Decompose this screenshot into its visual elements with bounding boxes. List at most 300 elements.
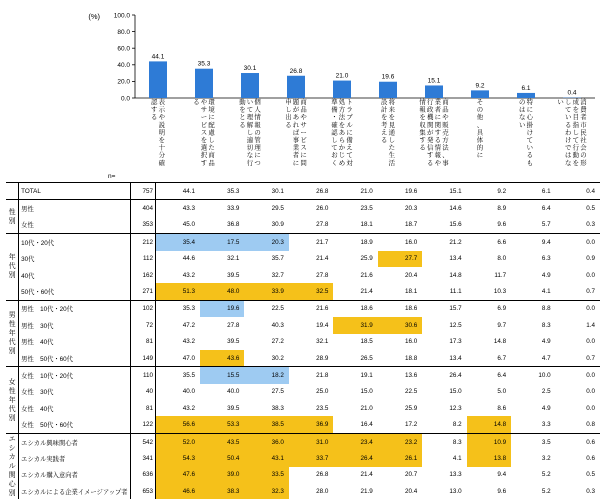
category-char: に	[208, 114, 215, 122]
table-cell: 6.4	[467, 367, 511, 384]
category-char: 、	[442, 152, 449, 160]
category-char: 者	[292, 152, 300, 160]
bar-value-label: 35.3	[197, 60, 211, 68]
table-cell: 11.1	[449, 288, 462, 296]
table-row	[6, 450, 600, 466]
category-char: ビ	[300, 137, 307, 144]
table-cell: 17.5	[200, 234, 244, 251]
category-char: 市	[580, 121, 587, 129]
category-char: や	[442, 114, 449, 122]
row-label: 男性 40代	[19, 334, 130, 350]
category-label	[151, 97, 166, 167]
category-char: て	[246, 106, 254, 114]
y-tick-label: 40.0	[117, 62, 130, 70]
category-char: つ	[254, 159, 261, 167]
category-char: 集	[419, 129, 426, 137]
table-cell: 9.2	[467, 183, 511, 200]
table-cell: 32.1	[227, 255, 240, 263]
row-n: 102	[130, 300, 155, 317]
category-char: を	[388, 114, 395, 122]
table-cell: 22.5	[404, 388, 418, 396]
category-char: 準	[331, 99, 338, 106]
table-cell: 20.7	[404, 471, 418, 479]
category-char: 品	[208, 159, 215, 167]
category-char: 問	[300, 159, 307, 167]
y-tick-label: 20.0	[117, 78, 130, 86]
category-char: 関	[427, 121, 434, 129]
category-char: は	[519, 106, 526, 114]
table-cell: 6.3	[541, 255, 551, 263]
bar	[425, 85, 443, 98]
table-cell: 23.4	[333, 433, 377, 450]
category-char: 政	[427, 106, 434, 114]
table-cell: 21.9	[360, 487, 373, 495]
category-char: 個	[254, 99, 261, 106]
category-char: 心	[526, 114, 533, 122]
category-char: 法	[442, 144, 449, 152]
category-char: 慮	[208, 129, 215, 137]
bar-chart	[0, 0, 600, 182]
table-cell: 21.0	[360, 404, 373, 412]
category-char: し	[285, 106, 292, 114]
table-cell: 14.6	[422, 200, 466, 217]
table-cell: 18.7	[404, 221, 418, 229]
category-char: 備	[331, 106, 338, 114]
bar-value-label: 21.0	[335, 72, 349, 80]
row-n: 353	[130, 217, 155, 234]
category-char: し	[246, 129, 254, 137]
category-char: る	[285, 121, 292, 129]
category-char: じ	[338, 152, 346, 160]
category-char: け	[565, 137, 572, 144]
category-char: い	[246, 99, 254, 106]
row-label: エシカルによる企業イメージアップ者	[19, 483, 130, 499]
category-char: を	[158, 137, 165, 144]
category-char: 費	[580, 106, 587, 114]
table-cell: 18.5	[360, 338, 373, 346]
table-row	[6, 400, 600, 416]
category-char: 具	[476, 129, 484, 137]
category-label	[331, 97, 353, 167]
table-row	[6, 467, 600, 483]
table-cell: 17.2	[404, 421, 418, 429]
row-n: 404	[130, 200, 155, 217]
table-cell: 23.5	[316, 404, 329, 412]
category-label	[381, 97, 396, 167]
category-char: し	[331, 137, 338, 144]
row-label: 30代	[19, 251, 130, 267]
table-row	[6, 183, 600, 200]
category-char: 来	[388, 106, 395, 114]
category-char: を	[200, 137, 208, 144]
table-cell: 0.5	[586, 471, 595, 479]
bar	[149, 61, 167, 98]
category-char: ト	[346, 99, 353, 106]
table-cell: 0.6	[586, 454, 595, 462]
table-cell: 15.1	[422, 183, 466, 200]
table-cell: 14.8	[493, 338, 507, 346]
table-cell: 23.5	[333, 200, 377, 217]
table-cell: 26.4	[333, 450, 377, 466]
category-char: 理	[246, 114, 254, 122]
category-char: く	[331, 159, 338, 167]
table-cell: 6.4	[511, 200, 555, 217]
table-cell: 0.0	[586, 338, 595, 346]
table-cell: 21.2	[422, 234, 466, 251]
category-char: を	[572, 159, 579, 167]
category-char: を	[572, 106, 579, 114]
table-cell: 47.0	[182, 354, 195, 362]
table-row	[6, 433, 600, 450]
table-cell: 38.3	[271, 404, 284, 412]
category-char: れ	[292, 121, 300, 129]
category-char: 通	[388, 129, 395, 137]
bar-value-label: 15.1	[427, 77, 441, 85]
category-char: を	[338, 121, 346, 129]
group-label	[6, 183, 19, 200]
category-char: 環	[208, 99, 215, 106]
table-row	[6, 350, 600, 367]
table-cell: 13.8	[467, 450, 511, 466]
category-char: 将	[388, 99, 395, 106]
table-cell: 16.0	[378, 234, 422, 251]
category-char: え	[381, 129, 388, 137]
table-cell: 43.1	[244, 450, 288, 466]
category-char: 考	[381, 121, 388, 129]
table-cell: 0.0	[586, 271, 595, 279]
row-label: 男性	[19, 200, 130, 217]
table-row	[6, 334, 600, 350]
group-label: 男性年代別	[6, 300, 19, 367]
category-char: る	[526, 152, 533, 160]
row-label: 10代・20代	[19, 234, 130, 251]
row-n: 110	[130, 367, 155, 384]
category-char: す	[427, 152, 434, 160]
table-cell: 3.3	[541, 421, 551, 429]
table-cell: 25.9	[360, 255, 373, 263]
row-n: 271	[130, 283, 155, 300]
table-cell: 31.9	[333, 317, 377, 333]
y-tick-label: 100.0	[113, 12, 130, 20]
category-label	[419, 97, 449, 167]
row-label: 40代	[19, 267, 130, 283]
category-char: い	[519, 121, 526, 129]
category-char: 商	[442, 99, 449, 106]
y-tick-label: 60.0	[117, 45, 130, 53]
category-char: 成	[572, 99, 579, 106]
table-cell: 20.3	[244, 234, 288, 251]
table-cell: 43.6	[200, 350, 244, 367]
category-char: て	[331, 144, 338, 152]
table-cell: 30.6	[378, 317, 422, 333]
category-char: し	[208, 137, 215, 144]
category-char: 情	[434, 144, 441, 152]
table-cell: 38.5	[244, 416, 288, 433]
category-char: の	[519, 99, 526, 106]
bar	[471, 90, 489, 98]
category-char: わ	[565, 129, 572, 137]
table-cell: 35.7	[271, 255, 284, 263]
table-cell: 39.5	[227, 338, 240, 346]
category-char: に	[434, 114, 441, 122]
category-char: 的	[476, 144, 484, 152]
category-char: し	[565, 99, 572, 106]
table-cell: 35.4	[155, 234, 199, 251]
category-char: ー	[300, 129, 307, 137]
table-cell: 8.0	[497, 255, 507, 263]
category-char: 他	[476, 114, 484, 122]
category-char: や	[200, 99, 208, 106]
table-cell: 43.2	[182, 404, 195, 412]
table-cell: 5.2	[541, 487, 551, 495]
category-char: 表	[158, 99, 165, 106]
category-char: る	[434, 137, 441, 144]
category-char: 対	[346, 159, 353, 167]
group-label: エシカル関心別	[6, 433, 19, 499]
category-char: ー	[200, 114, 208, 122]
table-cell: 15.0	[360, 388, 373, 396]
table-cell: 2.5	[541, 388, 551, 396]
table-cell: 0.8	[586, 421, 595, 429]
category-char: 、	[476, 121, 484, 129]
row-n: 81	[130, 400, 155, 416]
category-char: 目	[572, 114, 579, 122]
table-cell: 32.1	[316, 338, 329, 346]
table-cell: 3.2	[541, 454, 551, 462]
table-cell: 13.0	[449, 487, 462, 495]
category-char: 分	[158, 152, 165, 160]
table-cell: 27.2	[271, 338, 284, 346]
category-char: あ	[338, 129, 346, 137]
category-char: 確	[331, 121, 338, 129]
table-cell: 28.0	[316, 487, 329, 495]
table-cell: 0.6	[556, 433, 600, 450]
table-cell: 56.6	[155, 416, 199, 433]
table-cell: 5.2	[541, 471, 551, 479]
category-char: 動	[572, 152, 579, 160]
table-cell: 20.4	[404, 487, 418, 495]
table-cell: 18.8	[404, 354, 418, 362]
table-cell: 19.6	[378, 183, 422, 200]
table-row	[6, 367, 600, 384]
table-cell: 43.2	[182, 271, 195, 279]
category-char: 見	[388, 121, 395, 129]
table-cell: 9.4	[497, 471, 507, 479]
table-row	[6, 267, 600, 283]
category-char: サ	[300, 121, 307, 129]
category-char: 示	[158, 106, 165, 114]
row-n: 112	[130, 251, 155, 267]
table-cell: 16.0	[404, 338, 418, 346]
table-cell: 30.9	[271, 221, 284, 229]
table-cell: 0.0	[586, 388, 595, 396]
table-cell: 0.4	[556, 183, 600, 200]
bar-value-label: 30.1	[243, 65, 257, 73]
category-char: な	[519, 114, 526, 122]
category-char: に	[526, 106, 533, 114]
table-cell: 43.3	[155, 200, 199, 217]
table-cell: 21.7	[289, 234, 333, 251]
table-cell: 30.1	[244, 183, 288, 200]
category-char: る	[427, 159, 434, 167]
category-char: 備	[346, 137, 353, 144]
category-char: 事	[442, 159, 449, 167]
category-char: る	[381, 137, 388, 144]
category-char: 指	[572, 121, 579, 129]
category-char: 収	[419, 121, 426, 129]
table-row	[6, 283, 600, 300]
table-cell: 6.6	[467, 234, 511, 251]
row-n: 636	[130, 467, 155, 483]
table-cell: 21.6	[360, 271, 373, 279]
category-char: や	[434, 159, 441, 167]
category-char: を	[381, 114, 388, 122]
table-cell: 17.3	[449, 338, 462, 346]
category-char: 信	[427, 144, 434, 152]
category-char: え	[346, 144, 353, 152]
table-cell: 46.6	[155, 483, 199, 499]
category-char: 機	[427, 114, 434, 122]
row-n: 757	[130, 183, 155, 200]
table-cell: 19.1	[333, 367, 377, 384]
category-char: 法	[338, 114, 346, 122]
row-label: 女性	[19, 217, 130, 234]
table-cell: 5.7	[541, 221, 551, 229]
table-cell: 21.8	[289, 367, 333, 384]
category-char: し	[572, 129, 579, 137]
category-char: る	[565, 121, 572, 129]
table-cell: 21.0	[333, 183, 377, 200]
table-cell: 54.3	[155, 450, 199, 466]
category-char: 会	[580, 144, 587, 152]
table-cell: 8.3	[422, 433, 466, 450]
table-cell: 51.3	[155, 283, 199, 300]
table-cell: 33.5	[244, 467, 288, 483]
table-cell: 13.3	[449, 471, 462, 479]
table-cell: 0.3	[586, 487, 595, 495]
table-cell: 18.1	[404, 288, 418, 296]
category-char: 配	[208, 121, 215, 129]
group-label: 性別	[6, 200, 19, 234]
bar-value-label: 0.4	[567, 89, 577, 97]
table-row	[6, 416, 600, 433]
category-char: す	[419, 137, 426, 144]
row-n: 149	[130, 350, 155, 367]
category-char: 消	[580, 99, 587, 106]
category-char: ラ	[346, 106, 353, 114]
table-row	[6, 217, 600, 234]
category-char: と	[239, 114, 246, 122]
category-char: 商	[208, 152, 215, 160]
category-char: て	[346, 152, 353, 160]
row-label: 女性 50代・60代	[19, 416, 130, 433]
table-cell: 20.3	[378, 200, 422, 217]
table-cell: 22.5	[244, 300, 288, 317]
bar	[287, 76, 305, 98]
row-n: 542	[130, 433, 155, 450]
table-cell: 8.8	[511, 300, 555, 317]
table-cell: 26.4	[422, 367, 466, 384]
category-char: た	[388, 144, 395, 152]
table-cell: 4.9	[541, 338, 551, 346]
table-cell: 44.1	[155, 183, 199, 200]
table-cell: 8.3	[541, 321, 551, 329]
category-char: 体	[476, 137, 484, 144]
table-cell: 35.3	[155, 300, 199, 317]
table-cell: 23.2	[378, 433, 422, 450]
row-n: 122	[130, 416, 155, 433]
category-char: の	[580, 152, 587, 160]
table-cell: 19.4	[316, 321, 329, 329]
table-cell: 44.6	[182, 255, 195, 263]
group-label: 年代別	[6, 234, 19, 301]
table-cell: 26.8	[289, 183, 333, 200]
category-char: や	[158, 114, 165, 122]
table-row	[6, 317, 600, 333]
table-cell: 6.1	[511, 183, 555, 200]
category-char: 出	[285, 114, 292, 122]
category-char: 商	[300, 99, 307, 106]
table-cell: 13.4	[449, 354, 462, 362]
category-char: な	[246, 152, 254, 160]
table-cell: 36.0	[244, 433, 288, 450]
category-label	[239, 97, 261, 167]
bar-value-label: 26.8	[289, 67, 303, 75]
category-char: な	[565, 159, 572, 167]
category-char: ル	[346, 121, 353, 129]
category-char: 選	[200, 144, 208, 152]
table-cell: 35.5	[155, 367, 199, 384]
table-cell: 4.9	[541, 271, 551, 279]
n-label: n=	[108, 173, 116, 180]
table-cell: 10.0	[511, 367, 555, 384]
category-char: す	[151, 106, 158, 114]
category-char: ビ	[200, 121, 208, 129]
category-char: サ	[200, 106, 208, 114]
table-cell: 3.5	[511, 433, 555, 450]
table-cell: 26.0	[289, 200, 333, 217]
table-cell: 15.0	[449, 388, 462, 396]
category-char: 形	[580, 159, 587, 167]
table-cell: 8.6	[497, 404, 507, 412]
table-cell: 19.6	[200, 300, 244, 317]
category-char: 品	[442, 106, 449, 114]
category-char: 民	[580, 129, 587, 137]
table-cell: 4.1	[541, 288, 551, 296]
category-label	[193, 97, 215, 167]
table-cell: 12.5	[449, 321, 462, 329]
category-char: て	[565, 106, 572, 114]
category-char: に	[476, 152, 484, 160]
category-char: 行	[246, 159, 254, 167]
table-cell: 40.0	[227, 388, 240, 396]
table-cell: 48.0	[200, 283, 244, 300]
category-char: 業	[434, 99, 441, 106]
table-cell: 18.6	[378, 300, 422, 317]
category-char: 販	[442, 121, 449, 129]
category-char: 確	[158, 159, 165, 167]
category-char: る	[239, 121, 246, 129]
category-char: て	[526, 137, 533, 144]
table-cell: 33.7	[289, 450, 333, 466]
table-cell: 40.0	[182, 388, 195, 396]
category-char: の	[476, 106, 484, 114]
table-cell: 47.2	[182, 321, 195, 329]
category-char: ら	[338, 137, 346, 144]
category-char: に	[346, 129, 353, 137]
category-char: い	[557, 99, 564, 106]
category-char: を	[419, 114, 426, 122]
